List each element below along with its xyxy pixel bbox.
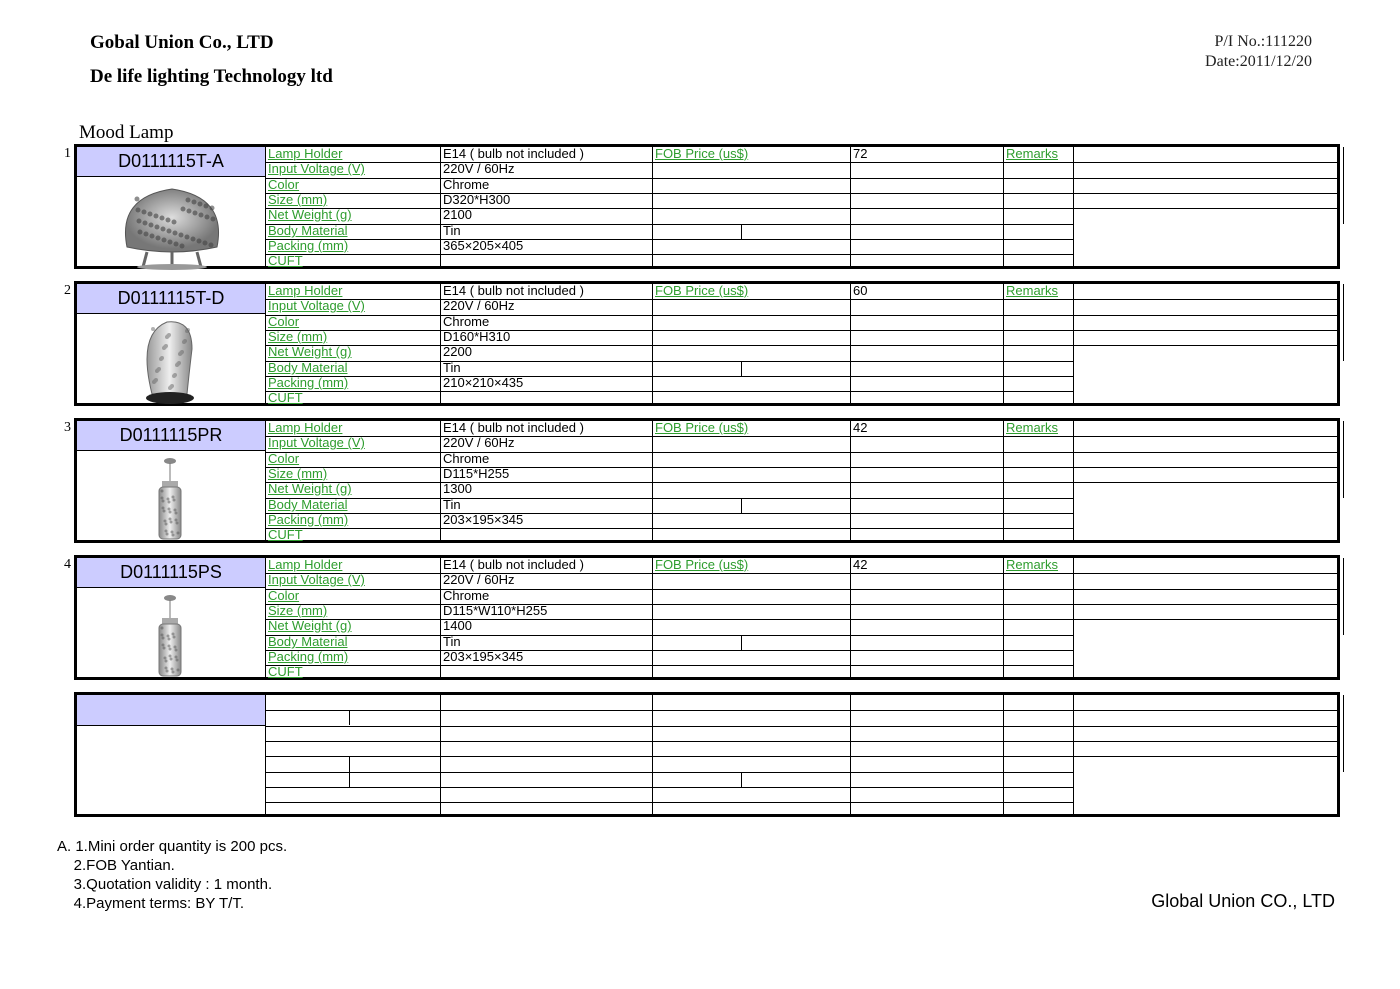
field-label: Input Voltage (V)	[268, 436, 365, 450]
field-value: Chrome	[443, 589, 490, 603]
model-number: D0111115T-A	[77, 147, 266, 177]
field-value: D115*H255	[443, 467, 510, 481]
field-label: Body Material	[268, 361, 348, 375]
field-label: Net Weight (g)	[268, 208, 352, 222]
field-value: 1400	[443, 619, 472, 633]
field-label: Color	[268, 315, 300, 329]
pi-number: P/I No.:111220	[1214, 33, 1312, 50]
field-value: 220V / 60Hz	[443, 162, 515, 176]
peacock-lamp-image	[77, 177, 265, 282]
footer-company: Global Union CO., LTD	[1151, 891, 1335, 911]
field-label: Lamp Holder	[268, 147, 343, 161]
field-value: Tin	[443, 224, 461, 238]
field-label: Packing (mm)	[268, 513, 349, 527]
field-label: Body Material	[268, 498, 348, 512]
field-value: E14 ( bulb not included )	[443, 147, 584, 161]
product-index: 1	[64, 146, 71, 161]
note-line: 2.FOB Yantian.	[57, 857, 175, 874]
price-value: 42	[853, 558, 868, 572]
field-value: Chrome	[443, 315, 490, 329]
field-value: Tin	[443, 361, 461, 375]
remarks-label: Remarks	[1006, 147, 1059, 161]
spec-grid	[265, 284, 1337, 404]
field-label: Packing (mm)	[268, 376, 349, 390]
field-label: Input Voltage (V)	[268, 299, 365, 313]
field-label: Size (mm)	[268, 604, 328, 618]
price-label: FOB Price (us$)	[655, 558, 749, 572]
price-value: 60	[853, 284, 868, 298]
field-label: Color	[268, 178, 300, 192]
note-line: 4.Payment terms: BY T/T.	[57, 895, 245, 912]
invoice-date: Date:2011/12/20	[1205, 53, 1312, 70]
coral-lamp-image	[77, 314, 265, 419]
model-number	[77, 695, 266, 726]
field-value: 220V / 60Hz	[443, 573, 515, 587]
spec-grid	[265, 558, 1337, 678]
field-label: Net Weight (g)	[268, 345, 352, 359]
note-line: A. 1.Mini order quantity is 200 pcs.	[57, 838, 288, 855]
price-value: 42	[853, 421, 868, 435]
product-index: 3	[64, 420, 71, 435]
field-value: 2100	[443, 208, 472, 222]
field-value: 210×210×435	[443, 376, 524, 390]
field-label: Packing (mm)	[268, 650, 349, 664]
spec-grid	[265, 147, 1337, 267]
field-label: Lamp Holder	[268, 558, 343, 572]
model-number: D0111115PS	[77, 558, 266, 588]
price-label: FOB Price (us$)	[655, 284, 749, 298]
field-value: 220V / 60Hz	[443, 299, 515, 313]
spec-grid	[265, 695, 1337, 815]
product-block	[74, 555, 1340, 680]
product-block	[74, 418, 1340, 543]
model-number: D0111115T-D	[77, 284, 266, 314]
field-label: Color	[268, 589, 300, 603]
field-label: Net Weight (g)	[268, 619, 352, 633]
field-value: 365×205×405	[443, 239, 524, 253]
field-value: Tin	[443, 635, 461, 649]
field-label: Input Voltage (V)	[268, 573, 365, 587]
empty-product-block	[74, 692, 1340, 817]
product-index: 2	[64, 283, 71, 298]
field-label: Lamp Holder	[268, 421, 343, 435]
field-label: Input Voltage (V)	[268, 162, 365, 176]
model-number: D0111115PR	[77, 421, 266, 451]
terms-notes	[57, 837, 287, 913]
field-label: Size (mm)	[268, 330, 328, 344]
field-label: CUFT	[268, 665, 303, 679]
product-index: 4	[64, 557, 71, 572]
company-name-line1: Gobal Union Co., LTD	[90, 32, 274, 53]
field-value: 203×195×345	[443, 650, 524, 664]
remarks-label: Remarks	[1006, 558, 1059, 572]
pendant-lamp-image	[77, 451, 265, 556]
price-value: 72	[853, 147, 868, 161]
invoice-info	[1205, 32, 1312, 72]
field-value: Chrome	[443, 452, 490, 466]
field-label: Lamp Holder	[268, 284, 343, 298]
field-value: 203×195×345	[443, 513, 524, 527]
field-label: CUFT	[268, 254, 303, 268]
field-label: Packing (mm)	[268, 239, 349, 253]
field-label: Net Weight (g)	[268, 482, 352, 496]
field-value: E14 ( bulb not included )	[443, 421, 584, 435]
spec-grid	[265, 421, 1337, 541]
product-block	[74, 281, 1340, 406]
field-label: Color	[268, 452, 300, 466]
field-value: Tin	[443, 498, 461, 512]
field-label: Size (mm)	[268, 193, 328, 207]
remarks-label: Remarks	[1006, 421, 1059, 435]
price-label: FOB Price (us$)	[655, 147, 749, 161]
field-value: Chrome	[443, 178, 490, 192]
section-title: Mood Lamp	[79, 122, 174, 143]
field-value: 2200	[443, 345, 472, 359]
field-value: 1300	[443, 482, 472, 496]
field-label: Body Material	[268, 224, 348, 238]
field-value: 220V / 60Hz	[443, 436, 515, 450]
pendant-lamp-image	[77, 588, 265, 693]
product-block	[74, 144, 1340, 269]
field-value: E14 ( bulb not included )	[443, 558, 584, 572]
field-value: E14 ( bulb not included )	[443, 284, 584, 298]
field-label: CUFT	[268, 391, 303, 405]
company-name-line2: De life lighting Technology ltd	[90, 66, 333, 87]
note-line: 3.Quotation validity : 1 month.	[57, 876, 273, 893]
field-label: CUFT	[268, 528, 303, 542]
remarks-label: Remarks	[1006, 284, 1059, 298]
price-label: FOB Price (us$)	[655, 421, 749, 435]
field-label: Body Material	[268, 635, 348, 649]
field-value: D160*H310	[443, 330, 511, 344]
field-label: Size (mm)	[268, 467, 328, 481]
field-value: D320*H300	[443, 193, 511, 207]
field-value: D115*W110*H255	[443, 604, 548, 618]
